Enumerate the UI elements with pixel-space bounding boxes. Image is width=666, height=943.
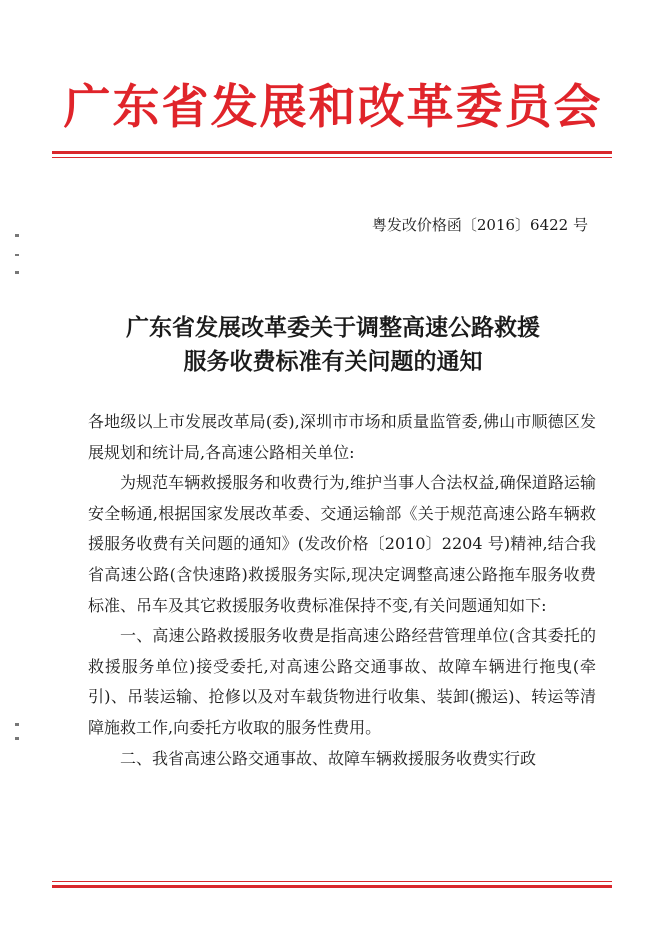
footer-red-rule-thick: [52, 885, 612, 888]
document-title-line-2: 服务收费标准有关问题的通知: [183, 348, 483, 375]
footer-red-rule-thin: [52, 881, 612, 882]
document-number: 粤发改价格函〔2016〕6422 号: [371, 216, 588, 234]
margin-binding-mark: [15, 234, 19, 237]
margin-binding-mark: [15, 271, 19, 274]
document-title-line-1: 广东省发展改革委关于调整高速公路救援: [126, 314, 540, 341]
margin-binding-mark: [15, 723, 19, 726]
document-body: [88, 407, 596, 774]
body-paragraph-3: 二、我省高速公路交通事故、故障车辆救援服务收费实行政: [120, 748, 537, 768]
margin-binding-mark: [15, 254, 19, 256]
header-red-rule-thin: [52, 157, 612, 158]
body-paragraph-1: 为规范车辆救援服务和收费行为,维护当事人合法权益,确保道路运输安全畅通,根据国家发展改革委、交通运输部《关于规范高速公路车辆救援服务收费有关问题的通知》(发改价格〔2010〕2204 号)精神,结合我省高速公路(含快速路)救援服务实际,现决定调整高速公路拖车服务收费标准、吊车及其它救援服务收费标准保持不变,有关问题通知如下:: [88, 473, 596, 615]
issuing-organization-header: 广东省发展和改革委员会: [63, 80, 603, 135]
margin-binding-mark: [15, 737, 19, 740]
header-red-rule-thick: [52, 151, 612, 154]
document-title: [0, 311, 666, 379]
body-paragraph-2: 一、高速公路救援服务收费是指高速公路经营管理单位(含其委托的救援服务单位)接受委托,对高速公路交通事故、故障车辆进行拖曳(牵引)、吊装运输、抢修以及对车载货物进行收集、装卸(搬运)、转运等清障施救工作,向委托方收取的服务性费用。: [88, 626, 596, 737]
addressee-paragraph: 各地级以上市发展改革局(委),深圳市市场和质量监管委,佛山市顺德区发展规划和统计局,各高速公路相关单位:: [88, 412, 596, 462]
